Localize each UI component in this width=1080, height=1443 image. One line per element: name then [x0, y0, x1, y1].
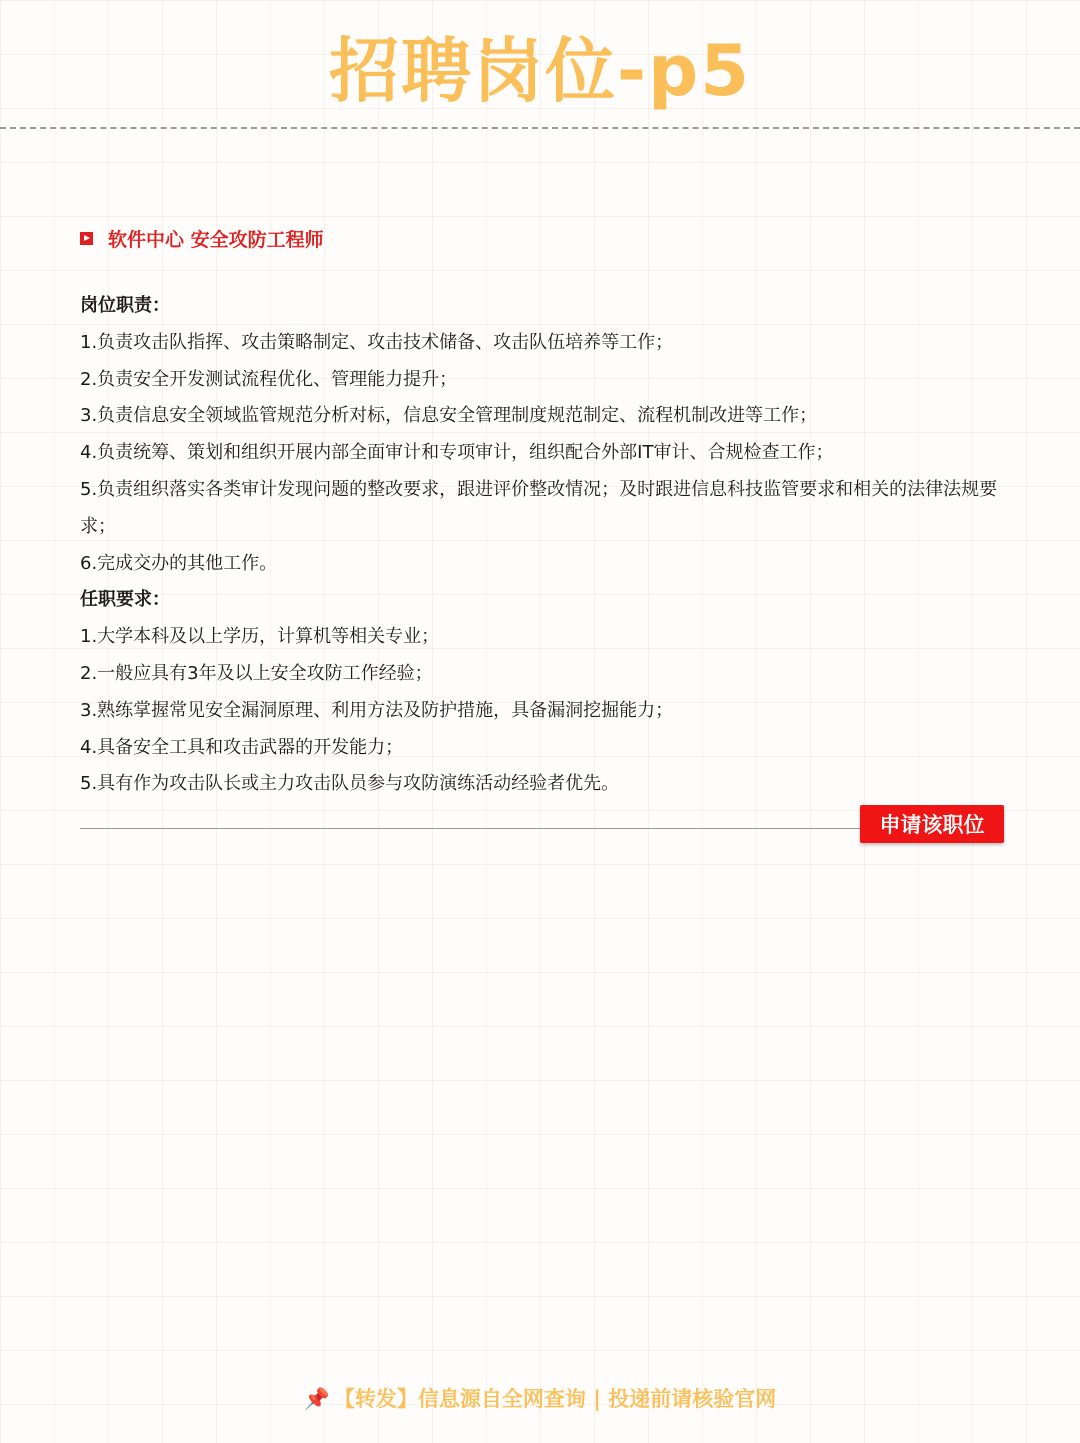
footer-text: 【转发】信息源自全网查询 | 投递前请核验官网 [333, 1387, 777, 1411]
responsibility-item: 4.负责统筹、策划和组织开展内部全面审计和专项审计，组织配合外部IT审计、合规检查工作； [80, 442, 834, 464]
requirement-item: 2.一般应具有3年及以上安全攻防工作经验； [80, 662, 433, 684]
responsibilities-heading: 岗位职责： [80, 295, 170, 316]
apply-button[interactable]: 申请该职位 [860, 805, 1004, 843]
page-title: 招聘岗位-p5 [329, 30, 751, 112]
requirement-item: 4.具备安全工具和攻击武器的开发能力； [80, 736, 404, 758]
responsibility-item: 1.负责攻击队指挥、攻击策略制定、攻击技术储备、攻击队伍培养等工作； [80, 331, 674, 353]
responsibility-item: 5.负责组织落实各类审计发现问题的整改要求，跟进评价整改情况；及时跟进信息科技监管要求和相关的法律法规要求； [80, 478, 998, 537]
footer [0, 1382, 1080, 1416]
requirements-heading: 任职要求： [80, 589, 170, 611]
pushpin-icon: 📌 [303, 1387, 330, 1411]
job-description [80, 288, 1020, 803]
content-divider [80, 828, 862, 829]
job-title: 软件中心 安全攻防工程师 [108, 228, 324, 251]
title-divider [0, 127, 1080, 129]
requirement-item: 5.具有作为攻击队长或主力攻击队员参与攻防演练活动经验者优先。 [80, 773, 620, 795]
responsibility-item: 2.负责安全开发测试流程优化、管理能力提升； [80, 368, 458, 390]
requirement-item: 3.熟练掌握常见安全漏洞原理、利用方法及防护措施，具备漏洞挖掘能力； [80, 699, 674, 721]
play-square-icon [80, 232, 93, 245]
job-header [80, 222, 324, 254]
responsibility-item: 6.完成交办的其他工作。 [80, 552, 278, 574]
requirement-item: 1.大学本科及以上学历，计算机等相关专业； [80, 626, 440, 648]
responsibility-item: 3.负责信息安全领域监管规范分析对标，信息安全管理制度规范制定、流程机制改进等工作； [80, 405, 818, 427]
